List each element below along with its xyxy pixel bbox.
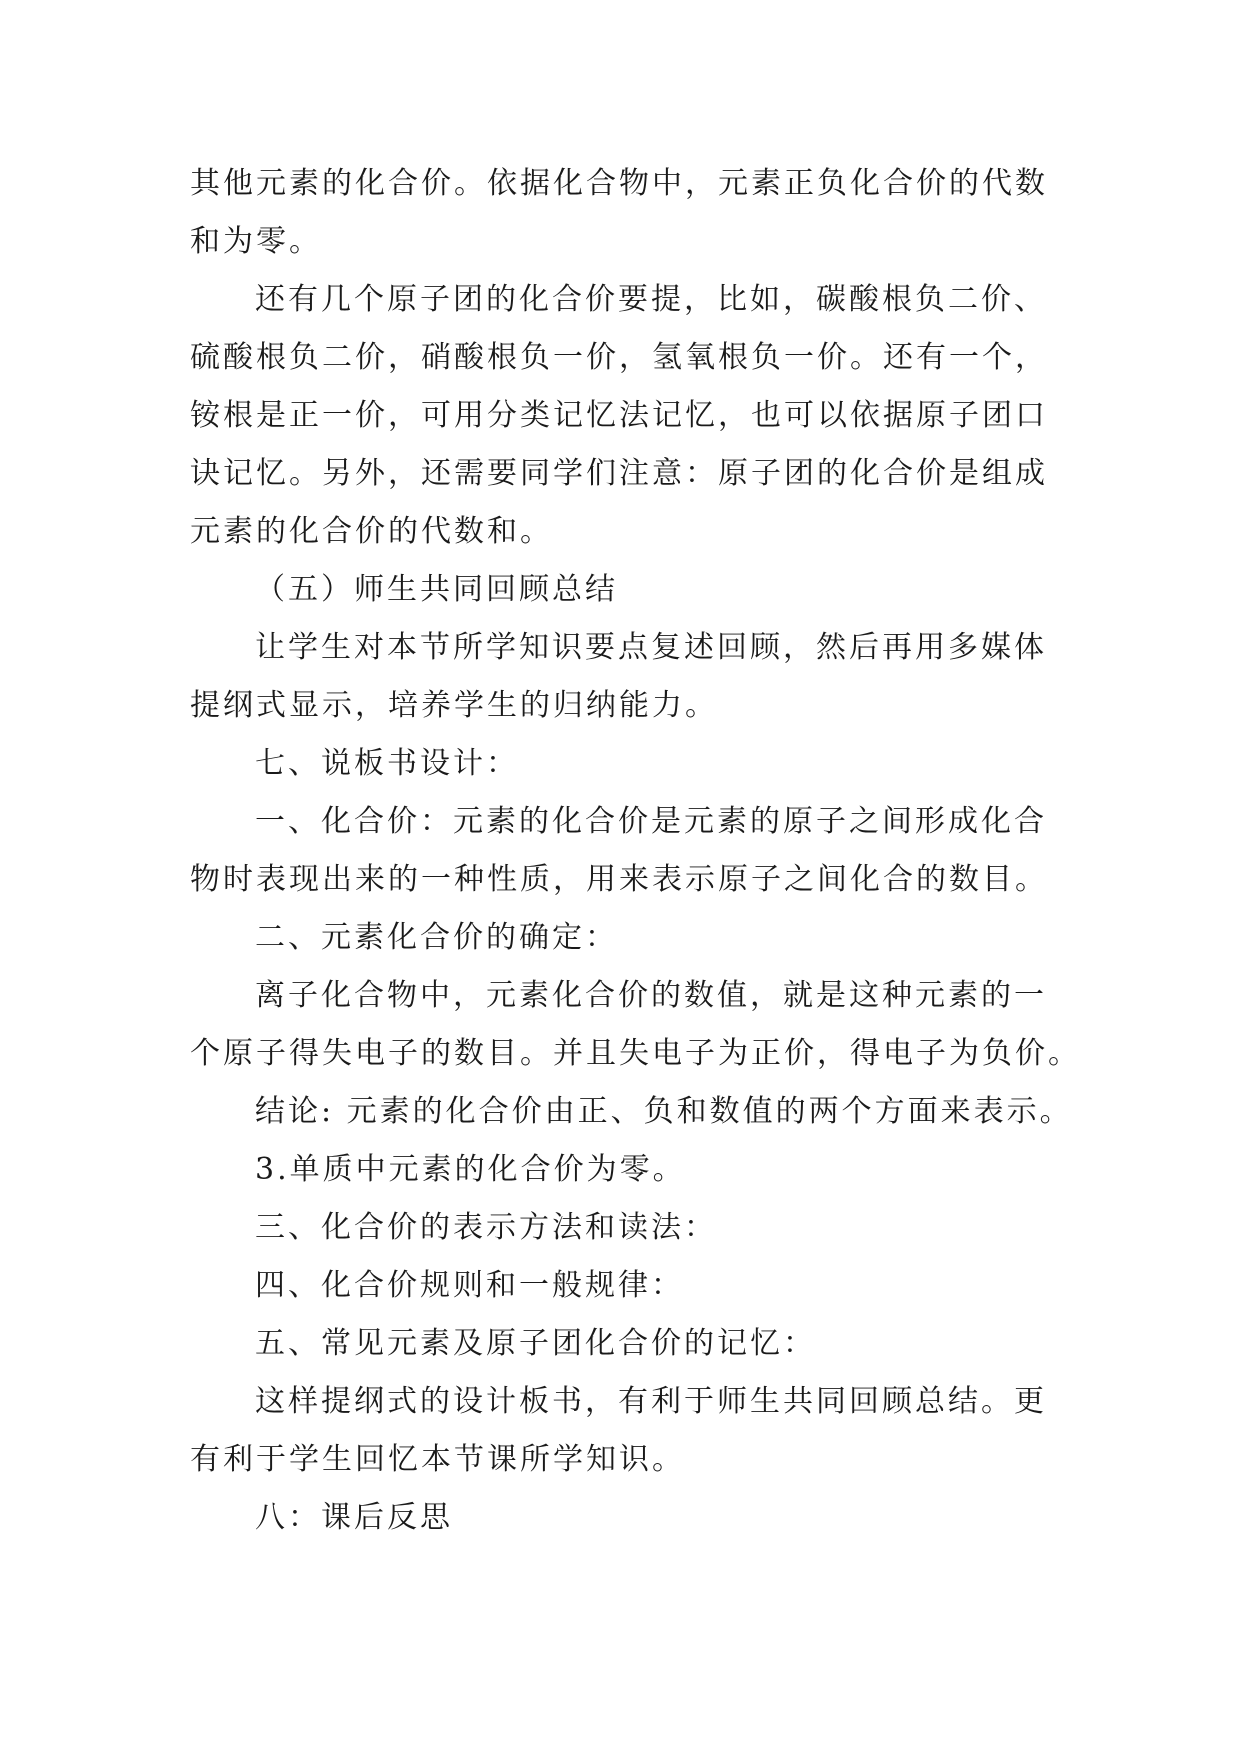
paragraph-line: 诀记忆。另外，还需要同学们注意：原子团的化合价是组成 — [190, 456, 1048, 491]
paragraph-line: 物时表现出来的一种性质，用来表示原子之间化合的数目。 — [190, 862, 1048, 897]
paragraph-line: 还有几个原子团的化合价要提，比如，碳酸根负二价、 — [255, 282, 1047, 317]
paragraph-line: 一、化合价：元素的化合价是元素的原子之间形成化合 — [255, 804, 1047, 839]
paragraph-line: 个原子得失电子的数目。并且失电子为正价，得电子为负价。 — [190, 1036, 1081, 1071]
paragraph-line: 让学生对本节所学知识要点复述回顾，然后再用多媒体 — [255, 630, 1047, 665]
section-heading: 四、化合价规则和一般规律： — [255, 1268, 684, 1303]
paragraph-line: 结论: 元素的化合价由正、负和数值的两个方面来表示。 — [255, 1094, 1073, 1129]
section-heading: （五）师生共同回顾总结 — [255, 572, 618, 607]
paragraph-line: 铵根是正一价，可用分类记忆法记忆，也可以依据原子团口 — [190, 398, 1048, 433]
paragraph-line: 3.单质中元素的化合价为零。 — [255, 1152, 686, 1187]
paragraph-line: 其他元素的化合价。依据化合物中，元素正负化合价的代数 — [190, 166, 1048, 201]
paragraph-line: 元素的化合价的代数和。 — [190, 514, 553, 549]
section-heading: 三、化合价的表示方法和读法： — [255, 1210, 717, 1245]
paragraph-line: 离子化合物中，元素化合价的数值，就是这种元素的一 — [255, 978, 1047, 1013]
paragraph-line: 有利于学生回忆本节课所学知识。 — [190, 1442, 685, 1477]
paragraph-line: 硫酸根负二价，硝酸根负一价，氢氧根负一价。还有一个， — [190, 340, 1048, 375]
paragraph-line: 提纲式显示，培养学生的归纳能力。 — [190, 688, 718, 723]
paragraph-line: 和为零。 — [190, 224, 322, 259]
section-heading: 七、说板书设计： — [255, 746, 519, 781]
section-heading: 二、元素化合价的确定： — [255, 920, 618, 955]
section-heading: 八：课后反思 — [255, 1500, 453, 1535]
paragraph-line: 这样提纲式的设计板书，有利于师生共同回顾总结。更 — [255, 1384, 1047, 1419]
section-heading: 五、常见元素及原子团化合价的记忆： — [255, 1326, 816, 1361]
